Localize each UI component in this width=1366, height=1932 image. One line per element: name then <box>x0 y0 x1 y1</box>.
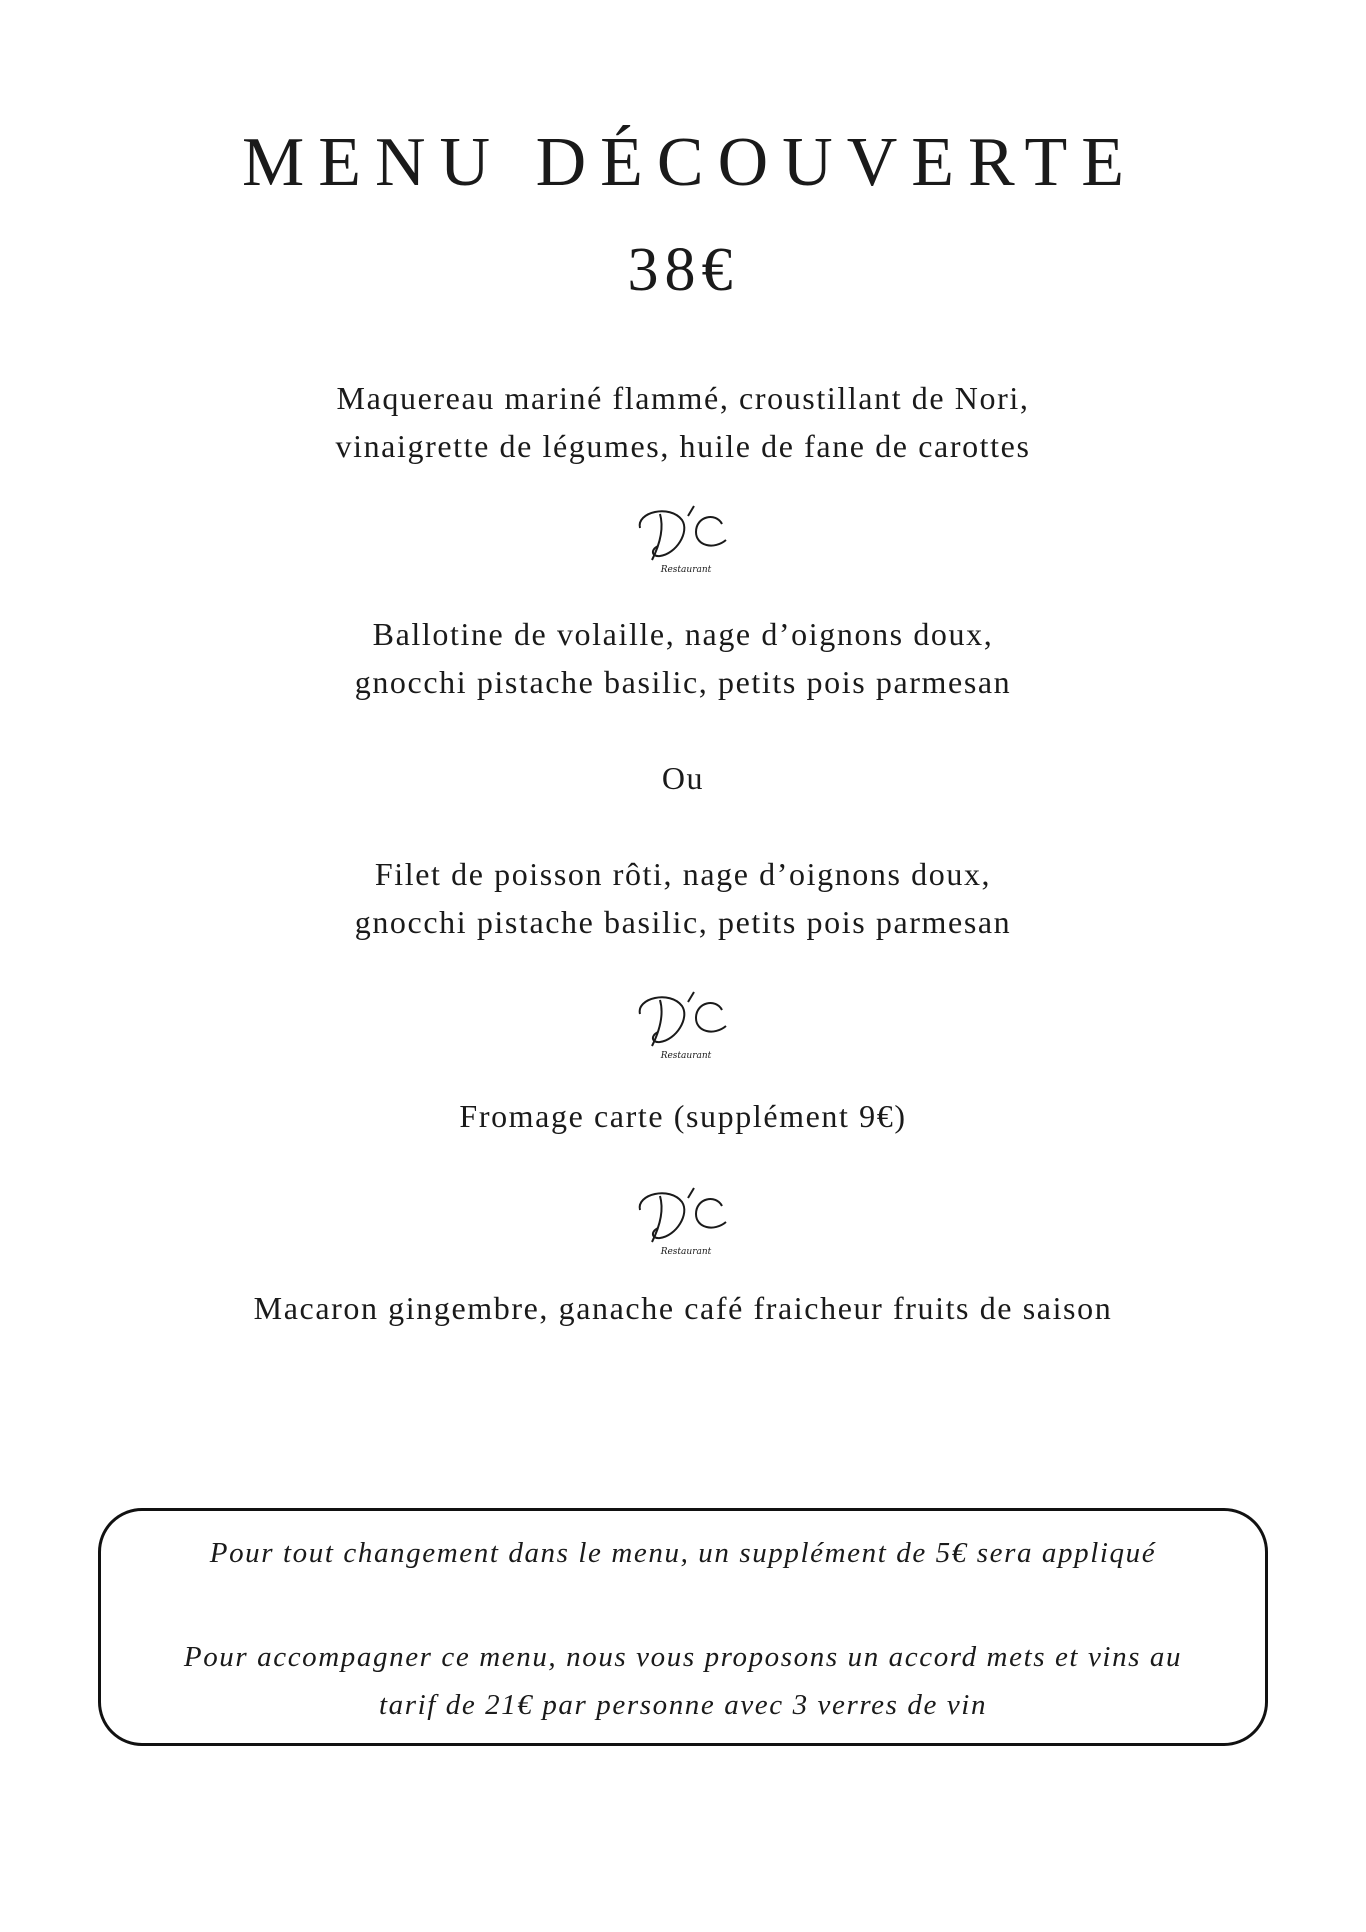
course-line: Filet de poisson rôti, nage d’oignons doux, <box>374 856 992 892</box>
course-line: Maquereau mariné flammé, croustillant de Nori, <box>336 380 1030 416</box>
course-cheese <box>0 1092 1366 1140</box>
course-main-2 <box>0 850 1366 946</box>
notes-box <box>98 1508 1268 1746</box>
course-or-separator <box>0 754 1366 802</box>
logo-caption: Restaurant <box>660 1051 712 1061</box>
course-line: vinaigrette de légumes, huile de fane de carottes <box>335 428 1031 464</box>
dc-restaurant-logo-icon <box>630 1180 736 1260</box>
course-line: Ballotine de volaille, nage d’oignons doux, <box>372 616 994 652</box>
note-line: Pour accompagner ce menu, nous vous proposons un accord mets et vins au <box>183 1641 1183 1673</box>
course-line: gnocchi pistache basilic, petits pois parmesan <box>354 904 1012 940</box>
logo-caption: Restaurant <box>660 1247 712 1257</box>
menu-title: MENU DÉCOUVERTE <box>241 124 1139 201</box>
course-dessert <box>0 1284 1366 1332</box>
menu-price: 38€ <box>627 236 739 304</box>
dc-restaurant-logo-icon <box>630 984 736 1064</box>
dc-restaurant-logo-icon <box>630 498 736 578</box>
course-starter <box>0 374 1366 470</box>
course-line: gnocchi pistache basilic, petits pois parmesan <box>354 664 1012 700</box>
logo-caption: Restaurant <box>660 565 712 575</box>
change-note <box>101 1529 1265 1577</box>
note-line: Pour tout changement dans le menu, un supplément de 5€ sera appliqué <box>209 1537 1157 1569</box>
course-line: Ou <box>661 760 705 796</box>
course-line: Fromage carte (supplément 9€) <box>459 1098 907 1134</box>
course-main-1 <box>0 610 1366 706</box>
wine-pairing-note <box>101 1633 1265 1729</box>
course-line: Macaron gingembre, ganache café fraicheur fruits de saison <box>253 1290 1113 1326</box>
note-line: tarif de 21€ par personne avec 3 verres de vin <box>378 1689 988 1721</box>
